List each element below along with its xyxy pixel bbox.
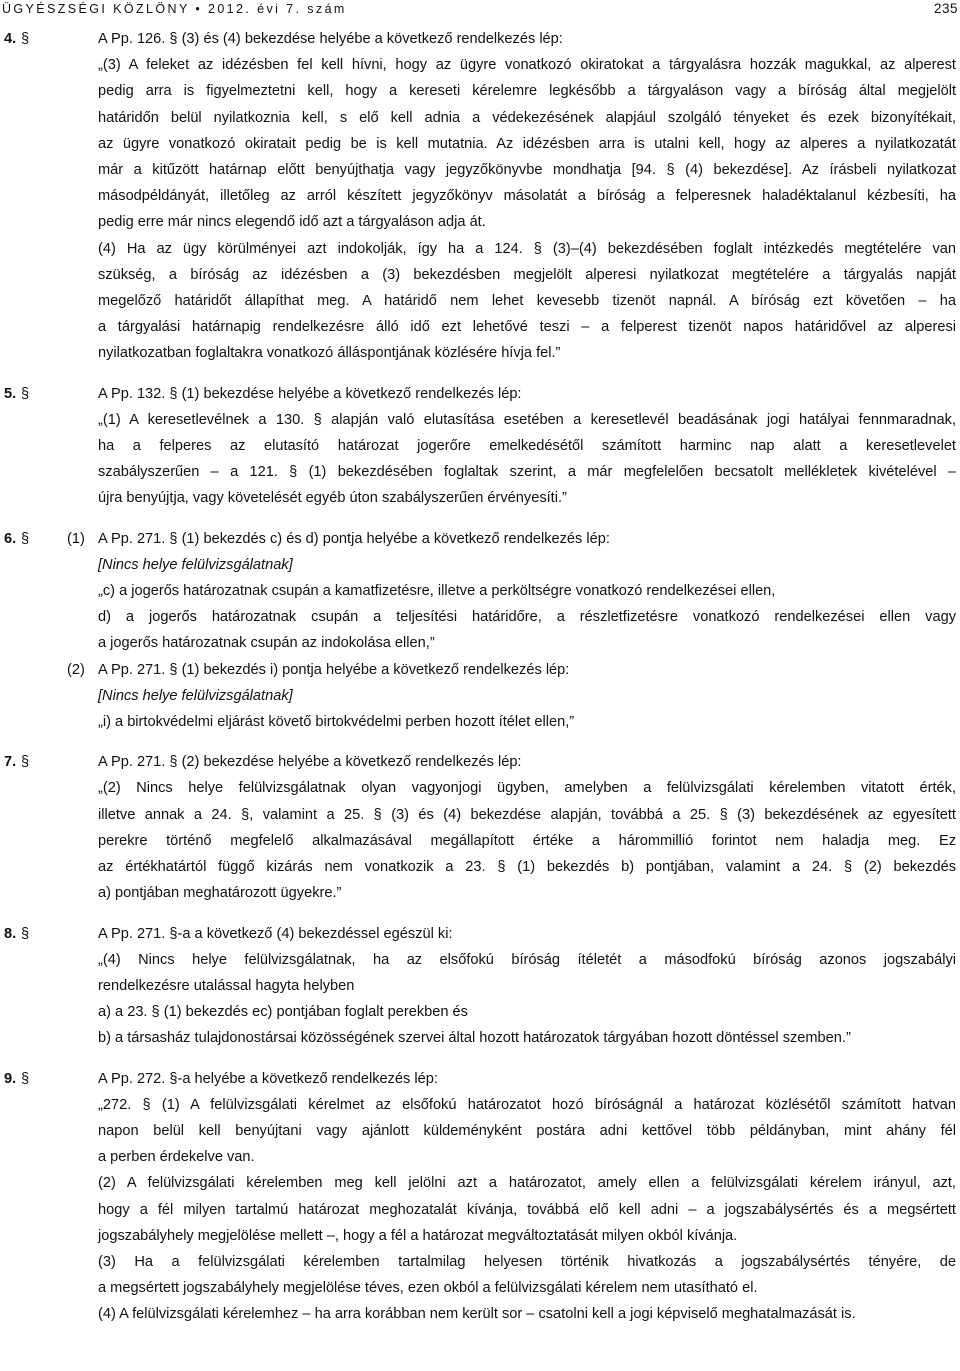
text-line: A Pp. 271. § (2) bekezdése helyébe a következő rendelkezés lép: (98, 754, 522, 771)
text-line: másodpéldányát, illetőleg az arról készített jegyzőkönyv másolatát a bíróság a felperesnek haladéktalanul kézbesíti, ha (98, 188, 956, 205)
text-line: a tárgyalási határnapig rendelkezésre álló idő ezt lehetővé teszi – a felperest tizenöt napos határidővel az alperesi (98, 319, 956, 336)
text-line: az értékhatártól függő kizárás nem vonatkozik a 23. § (1) bekezdés b) pontjában, valamint a 24. § (2) bekezdés (98, 859, 956, 876)
text-line: „(1) A keresetlevélnek a 130. § alapján való elutasítása esetében a keresetlevél beadásának jogi hatályai fennmaradnak, (98, 411, 956, 428)
section-sign: § (21, 925, 30, 942)
text-line: illetve annak a 24. §, valamint a 25. § (3) és (4) bekezdése alapján, továbbá a 25. § (3) bekezdésének az egyesített (98, 806, 956, 823)
subsection (98, 26, 956, 367)
section-number: 7. (4, 754, 17, 771)
page-number: 235 (933, 1, 958, 16)
text-line: A Pp. 271. § (1) bekezdés i) pontja helyébe a következő rendelkezés lép: (98, 661, 570, 678)
document-body (0, 26, 960, 1328)
text-line: A Pp. 126. § (3) és (4) bekezdése helyébe a következő rendelkezés lép: (98, 31, 563, 47)
section-number: 5. (4, 385, 17, 402)
text-line: (2) A felülvizsgálati kérelemben meg kell jelölni azt a határozatot, amely ellen a felülvizsgálati kérelem irányul, azt, (98, 1175, 956, 1192)
text-line: napon belül kell benyújtani vagy ajánlott küldeményként postára adni kettővel több példányban, mint ahány fél (98, 1122, 956, 1139)
text-line: újra benyújtja, vagy követelését egyéb úton szabályszerűen érvényesíti.” (98, 490, 567, 507)
text-line: pedig erre már nincs elegendő idő azt a tárgyaláson adja át. (98, 214, 486, 231)
subsection (98, 749, 956, 906)
text-line: nyilatkozatban foglaltakra vonatkozó álláspontjának közlésére hívja fel.” (98, 345, 561, 362)
subsection-number: (2) (67, 661, 85, 678)
subsection (98, 921, 956, 1052)
text-line: (3) Ha a felülvizsgálati kérelemben tartalmilag helyesen történik hivatkozás a jogszabálysértés tényére, de (98, 1253, 956, 1270)
text-line: b) a társasház tulajdonostársai közösségének szervei által hozott határozatok tárgyában hozott döntéssel szemben.” (98, 1030, 851, 1047)
section (0, 381, 960, 512)
subsection-number: (1) (67, 530, 85, 547)
text-line: „c) a jogerős határozatnak csupán a kamatfizetésre, illetve a perköltségre vonatkozó rendelkezései ellen, (98, 583, 776, 600)
text-line: a) pontjában meghatározott ügyekre.” (98, 885, 342, 902)
section (0, 26, 960, 367)
text-line: megelőző határidőt állapíthat meg. A határidő nem lehet kevesebb tizenöt napnál. A bíróság ezt követően – ha (98, 293, 956, 310)
section (0, 526, 960, 736)
text-line: pedig arra is figyelmeztetni kell, hogy a kereseti kérelemre legkésőbb a tárgyaláson vagy a bíróság által megjelölt (98, 83, 956, 100)
subsection (98, 381, 956, 512)
text-line: határidőn belül nyilatkoznia kell, s elő kell adnia a védekezésének alapjául szolgáló tényeket és ezek bizonyítékait, (98, 109, 956, 126)
subsection (98, 1066, 956, 1328)
text-line: A Pp. 272. §-a helyébe a következő rendelkezés lép: (98, 1070, 438, 1087)
section (0, 749, 960, 906)
text-line: (4) A felülvizsgálati kérelemhez – ha arra korábban nem került sor – csatolni kell a jogi képviselő meghatalmazását is. (98, 1306, 856, 1323)
text-line: „(4) Nincs helye felülvizsgálatnak, ha az elsőfokú bíróság ítéletét a másodfokú bíróság azonos jogszabályi (98, 951, 956, 968)
text-line: (4) Ha az ügy körülményei azt indokolják, így ha a 124. § (3)–(4) bekezdésében foglalt intézkedés megtételére van (98, 240, 956, 257)
running-header (0, 0, 960, 22)
text-line: az ügyre vonatkozó okiratait pedig be is kell mutatnia. Az idézésben arra is utalni kell, hogy az alperes a nyilatkozatát (98, 135, 956, 152)
text-line: „(3) A feleket az idézésben fel kell hívni, hogy az ügyre vonatkozó okiratokat a tárgyalásra hozzák magukkal, az alperest (98, 57, 956, 74)
section (0, 921, 960, 1052)
section-sign: § (21, 530, 30, 547)
section-sign: § (21, 385, 30, 402)
text-line: „272. § (1) A felülvizsgálati kérelmet az elsőfokú határozatot hozó bíróságnál a határozat közlésétől számított hatvan (98, 1096, 956, 1113)
text-line: jogszabályhely megjelölése mellett –, hogy a fél a határozat megváltoztatását milyen okból kívánja. (98, 1227, 738, 1244)
text-line: már a kitűzött határnap előtt benyújthatja vagy jegyzőkönyvbe mondhatja [94. § (4) bekezdése]. Az írásbeli nyilatkozat (98, 162, 956, 179)
subsection (67, 657, 956, 736)
section-sign: § (21, 1070, 30, 1087)
text-line: perekre történő megfelelő alkalmazásával megállapított értéke a hárommillió forintot nem haladja meg. Ez (98, 832, 956, 849)
text-line: a perben érdekelve van. (98, 1149, 255, 1166)
text-line: A Pp. 271. § (1) bekezdés c) és d) pontja helyébe a következő rendelkezés lép: (98, 530, 610, 547)
text-line: [Nincs helye felülvizsgálatnak] (98, 556, 293, 573)
section-sign: § (21, 754, 30, 771)
journal-title: ÜGYÉSZSÉGI KÖZLÖNY • 2012. évi 7. szám (2, 2, 347, 16)
text-line: „(2) Nincs helye felülvizsgálatnak olyan vagyonjogi ügyben, amelyben a felülvizsgálati kérelemben vitatott érték, (98, 780, 956, 797)
text-line: szükség, a bíróság az idézésben a (3) bekezdésben megjelölt alperesi nyilatkozat megtételére a tárgyalás napját (98, 266, 956, 283)
text-line: szabályszerűen – a 121. § (1) bekezdésében foglaltak szerint, a már megfelelően becsatolt mellékletek kivételével – (98, 464, 956, 481)
text-line: a megsértett jogszabályhely megjelölése téves, ezen okból a felülvizsgálati kérelem nem utasítható el. (98, 1280, 758, 1297)
section-number: 6. (4, 530, 17, 547)
text-line: ha a felperes az elutasító határozat jogerőre emelkedésétől számított harminc nap alatt a keresetlevelet (98, 438, 956, 455)
section (0, 1066, 960, 1328)
text-line: a jogerős határozatnak csupán az indokolása ellen,” (98, 635, 435, 652)
text-line: „i) a birtokvédelmi eljárást követő birtokvédelmi perben hozott ítélet ellen,” (98, 714, 575, 731)
section-sign: § (21, 31, 30, 47)
text-line: hogy a fél milyen tartalmú határozat meghozatalát kívánja, továbbá elő kell adni – a jogszabálysértés és a megsértett (98, 1201, 956, 1218)
text-line: [Nincs helye felülvizsgálatnak] (98, 687, 293, 704)
section-number: 4. (4, 31, 17, 47)
text-line: d) a jogerős határozatnak csupán a teljesítési határidőre, a részletfizetésre vonatkozó rendelkezései ellen vagy (98, 609, 956, 626)
subsection (67, 526, 956, 657)
text-line: rendelkezésre utalással hagyta helyben (98, 977, 355, 994)
section-number: 8. (4, 925, 17, 942)
text-line: A Pp. 271. §-a a következő (4) bekezdéssel egészül ki: (98, 925, 453, 942)
section-number: 9. (4, 1070, 17, 1087)
text-line: a) a 23. § (1) bekezdés ec) pontjában foglalt perekben és (98, 1004, 468, 1021)
text-line: A Pp. 132. § (1) bekezdése helyébe a következő rendelkezés lép: (98, 385, 522, 402)
